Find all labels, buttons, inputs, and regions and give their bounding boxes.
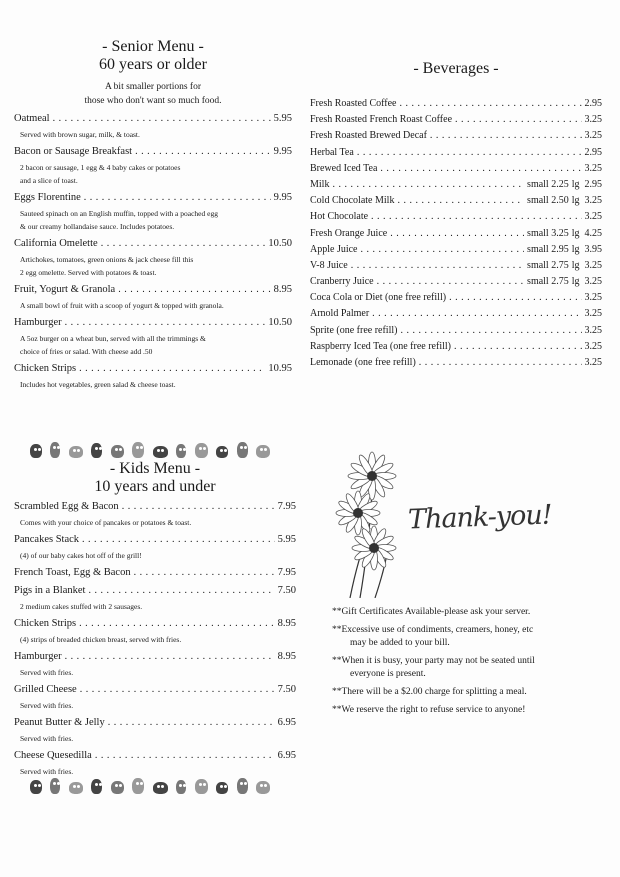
note-line: **We reserve the right to refuse service to anyone!	[332, 705, 526, 715]
critter-icon	[176, 780, 186, 794]
dot-leader	[65, 316, 266, 330]
menu-item-line	[14, 617, 296, 631]
beverage-price: 3.25	[584, 340, 602, 352]
kids-menu-subtitle: 10 years and under	[94, 478, 216, 495]
critter-icon	[69, 446, 83, 458]
critter-icon	[176, 444, 186, 458]
critter-border-bottom	[30, 772, 270, 794]
policy-note	[332, 655, 602, 681]
menu-item-line	[14, 683, 296, 697]
dot-leader	[122, 500, 275, 514]
note-line: **Excessive use of condiments, creamers, honey, etc	[332, 625, 534, 635]
item-description: Served with fries.	[20, 734, 74, 743]
critter-icon	[50, 442, 60, 458]
dot-leader	[80, 683, 275, 697]
item-description: 2 medium cakes stuffed with 2 sausages.	[20, 602, 143, 611]
beverage-name: Sprite (one free refill)	[310, 324, 398, 336]
kids-item-list	[14, 500, 296, 778]
dot-leader	[108, 716, 275, 730]
beverage-name: Apple Juice	[310, 243, 358, 255]
menu-item	[14, 145, 292, 187]
item-price: 7.50	[277, 585, 296, 596]
beverage-name: Fresh Orange Juice	[310, 227, 388, 239]
item-name: French Toast, Egg & Bacon	[14, 567, 131, 578]
beverage-large-price: lg 4.25	[571, 227, 602, 239]
menu-item-line	[14, 500, 296, 514]
beverage-name: Milk	[310, 178, 330, 190]
item-description: Served with fries.	[20, 767, 74, 776]
item-price: 8.95	[277, 618, 296, 629]
beverage-small-price: small 2.95	[527, 243, 569, 255]
beverage-item	[310, 226, 602, 242]
item-price: 10.95	[268, 363, 292, 374]
item-description: Artichokes, tomatoes, green onions & jack cheese fill this	[20, 255, 194, 264]
item-description: & our creamy hollandaise sauce. Includes potatoes.	[20, 222, 175, 231]
item-price: 10.50	[268, 317, 292, 328]
dot-leader	[53, 112, 271, 126]
note-line: **There will be a $2.00 charge for splitting a meal.	[332, 687, 527, 697]
dot-leader	[454, 339, 582, 355]
dot-leader	[65, 650, 275, 664]
menu-item	[14, 584, 296, 613]
beverage-name: Fresh Roasted French Roast Coffee	[310, 114, 453, 126]
beverage-line	[310, 355, 602, 371]
critter-icon	[111, 781, 124, 794]
item-name: Hamburger	[14, 651, 62, 662]
menu-item-line	[14, 566, 296, 580]
menu-item	[14, 716, 296, 745]
critter-icon	[132, 778, 144, 794]
beverage-line	[310, 226, 602, 242]
critter-icon	[91, 443, 102, 458]
menu-item-line	[14, 283, 292, 297]
item-name: Oatmeal	[14, 113, 50, 124]
menu-item-line	[14, 584, 296, 598]
beverage-item	[310, 112, 602, 128]
beverage-line	[310, 161, 602, 177]
critter-icon	[153, 446, 168, 458]
beverage-item	[310, 290, 602, 306]
beverage-small-price: small 2.50	[527, 195, 569, 207]
critter-icon	[195, 779, 208, 794]
beverage-name: Cranberry Juice	[310, 276, 374, 288]
dot-leader	[134, 566, 275, 580]
kids-menu	[14, 460, 296, 778]
beverage-line	[310, 145, 602, 161]
beverage-name: Fresh Roasted Coffee	[310, 98, 397, 109]
beverage-small-price: small 2.75	[527, 259, 569, 271]
critter-icon	[237, 778, 248, 794]
dot-leader	[332, 177, 524, 193]
beverage-line	[310, 242, 602, 258]
dot-leader	[430, 128, 582, 144]
beverage-line	[310, 112, 602, 128]
dot-leader	[361, 242, 525, 258]
beverage-price: 2.95	[584, 98, 602, 109]
kids-menu-title: - Kids Menu -	[109, 460, 201, 477]
beverage-line	[310, 209, 602, 225]
beverage-name: Raspberry Iced Tea (one free refill)	[310, 340, 451, 352]
note-line: **When it is busy, your party may not be seated until	[332, 656, 535, 666]
beverage-item	[310, 177, 602, 193]
menu-item	[14, 362, 292, 391]
beverage-line	[310, 306, 602, 322]
critter-icon	[91, 779, 102, 794]
beverage-small-price: small 2.25	[527, 178, 569, 190]
beverage-price: 3.25	[584, 114, 602, 126]
dot-leader	[390, 226, 524, 242]
dot-leader	[371, 209, 581, 225]
beverage-name: Arnold Palmer	[310, 308, 370, 320]
dot-leader	[397, 193, 524, 209]
item-price: 7.50	[277, 684, 296, 695]
beverage-item	[310, 323, 602, 339]
item-price: 5.95	[277, 534, 296, 545]
dot-leader	[351, 258, 524, 274]
item-price: 7.95	[277, 501, 296, 512]
dot-leader	[449, 290, 581, 306]
beverage-line	[310, 258, 602, 274]
senior-intro-1: A bit smaller portions for	[104, 82, 202, 92]
item-name: Bacon or Sausage Breakfast	[14, 146, 133, 157]
menu-item	[14, 533, 296, 562]
senior-intro-2: those who don't want so much food.	[84, 96, 222, 106]
menu-item	[14, 617, 296, 646]
critter-icon	[111, 445, 124, 458]
item-description: Includes hot vegetables, green salad & cheese toast.	[20, 380, 176, 389]
beverage-item	[310, 193, 602, 209]
dot-leader	[419, 355, 582, 371]
item-description: Served with fries.	[20, 668, 74, 677]
beverage-line	[310, 193, 602, 209]
senior-menu-title: - Senior Menu -	[102, 38, 204, 55]
dot-leader	[400, 323, 581, 339]
critter-icon	[153, 782, 168, 794]
item-description: (4) of our baby cakes hot off of the grill!	[20, 551, 142, 560]
beverage-price: 3.25	[584, 130, 602, 142]
note-line: **Gift Certificates Available-please ask your server.	[332, 607, 531, 617]
policy-notes	[332, 606, 602, 722]
senior-menu	[14, 38, 292, 391]
beverage-price: 3.25	[584, 292, 602, 304]
menu-item	[14, 683, 296, 712]
menu-item	[14, 112, 292, 141]
item-name: Peanut Butter & Jelly	[14, 717, 105, 728]
item-name: Eggs Florentine	[14, 192, 81, 203]
beverage-line	[310, 177, 602, 193]
menu-item-line	[14, 716, 296, 730]
beverage-price: 3.25	[584, 324, 602, 336]
menu-item	[14, 237, 292, 279]
policy-note	[332, 704, 602, 717]
beverage-line	[310, 128, 602, 144]
menu-item-line	[14, 749, 296, 763]
item-name: Fruit, Yogurt & Granola	[14, 284, 116, 295]
beverage-large-price: lg 3.25	[571, 276, 602, 288]
beverage-line	[310, 274, 602, 290]
critter-icon	[195, 443, 208, 458]
menu-item	[14, 650, 296, 679]
beverage-name: V-8 Juice	[310, 259, 348, 271]
critter-icon	[216, 782, 228, 794]
dot-leader	[357, 145, 582, 161]
menu-item-line	[14, 362, 292, 376]
menu-item-line	[14, 533, 296, 547]
beverage-item	[310, 145, 602, 161]
item-price: 5.95	[273, 113, 292, 124]
item-description: Comes with your choice of pancakes or potatoes & toast.	[20, 518, 192, 527]
item-description: Served with fries.	[20, 701, 74, 710]
beverage-large-price: lg 3.25	[571, 195, 602, 207]
beverages-menu	[310, 60, 602, 371]
menu-item-line	[14, 145, 292, 159]
beverage-item	[310, 96, 602, 112]
item-name: Scrambled Egg & Bacon	[14, 501, 119, 512]
beverage-name: Herbal Tea	[310, 146, 354, 158]
item-description: Served with brown sugar, milk, & toast.	[20, 130, 140, 139]
dot-leader	[455, 112, 581, 128]
note-line-continued: everyone is present.	[350, 669, 426, 679]
menu-item-line	[14, 237, 292, 251]
senior-menu-subtitle: 60 years or older	[99, 56, 207, 73]
menu-item	[14, 566, 296, 580]
beverages-title: - Beverages -	[413, 60, 499, 77]
item-description: choice of fries or salad. With cheese add .50	[20, 347, 153, 356]
dot-leader	[118, 283, 270, 297]
item-description: A 5oz burger on a wheat bun, served with all the trimmings &	[20, 334, 206, 343]
menu-item	[14, 191, 292, 233]
item-name: Hamburger	[14, 317, 62, 328]
beverage-name: Coca Cola or Diet (one free refill)	[310, 292, 447, 304]
senior-item-list	[14, 112, 292, 391]
policy-note	[332, 624, 602, 650]
item-name: Grilled Cheese	[14, 684, 77, 695]
beverage-price: 2.95	[584, 146, 602, 158]
item-name: Pancakes Stack	[14, 534, 80, 545]
note-line-continued: may be added to your bill.	[350, 638, 450, 648]
beverage-large-price: lg 2.95	[571, 178, 602, 190]
item-name: Chicken Strips	[14, 618, 77, 629]
item-description: 2 egg omelette. Served with potatoes & toast.	[20, 268, 157, 277]
item-name: Pigs in a Blanket	[14, 585, 86, 596]
beverage-price: 3.25	[584, 308, 602, 320]
menu-item-line	[14, 650, 296, 664]
item-price: 8.95	[273, 284, 292, 295]
item-description: A small bowl of fruit with a scoop of yogurt & topped with granola.	[20, 301, 224, 310]
dot-leader	[135, 145, 271, 159]
beverage-name: Fresh Roasted Brewed Decaf	[310, 130, 427, 142]
menu-item	[14, 283, 292, 312]
policy-note	[332, 686, 602, 699]
menu-item	[14, 500, 296, 529]
item-price: 8.95	[277, 651, 296, 662]
item-name: California Omelette	[14, 238, 98, 249]
item-description: 2 bacon or sausage, 1 egg & 4 baby cakes or potatoes	[20, 163, 181, 172]
dot-leader	[380, 161, 581, 177]
beverage-name: Cold Chocolate Milk	[310, 195, 395, 207]
beverage-price: 3.25	[584, 357, 602, 368]
critter-icon	[216, 446, 228, 458]
beverage-item	[310, 209, 602, 225]
beverage-name: Hot Chocolate	[310, 211, 369, 223]
beverage-large-price: lg 3.25	[571, 259, 602, 271]
menu-item	[14, 316, 292, 358]
beverage-name: Lemonade (one free refill)	[310, 357, 416, 368]
item-description: and a slice of toast.	[20, 176, 78, 185]
critter-icon	[69, 782, 83, 794]
critter-icon	[237, 442, 248, 458]
beverage-list	[310, 96, 602, 371]
beverage-small-price: small 2.75	[527, 276, 569, 288]
critter-border-top	[30, 436, 270, 458]
beverage-item	[310, 306, 602, 322]
dot-leader	[82, 533, 275, 547]
dot-leader	[95, 749, 275, 763]
beverage-item	[310, 339, 602, 355]
beverage-item	[310, 128, 602, 144]
thank-you-script: Thank-you!	[407, 499, 553, 536]
policy-note	[332, 606, 602, 619]
beverage-line	[310, 96, 602, 112]
item-description: (4) strips of breaded chicken breast, served with fries.	[20, 635, 182, 644]
beverage-small-price: small 3.25	[527, 227, 569, 239]
beverage-name: Brewed Iced Tea	[310, 162, 378, 174]
beverage-line	[310, 323, 602, 339]
dot-leader	[79, 617, 275, 631]
beverage-item	[310, 242, 602, 258]
beverage-item	[310, 258, 602, 274]
dot-leader	[101, 237, 266, 251]
beverage-price: 3.25	[584, 162, 602, 174]
critter-icon	[256, 781, 270, 794]
menu-item-line	[14, 191, 292, 205]
item-name: Chicken Strips	[14, 363, 77, 374]
beverage-item	[310, 355, 602, 371]
menu-item-line	[14, 112, 292, 126]
critter-icon	[132, 442, 144, 458]
dot-leader	[399, 96, 581, 112]
beverage-price: 3.25	[584, 211, 602, 223]
item-description: Sauteed spinach on an English muffin, topped with a poached egg	[20, 209, 218, 218]
beverage-item	[310, 274, 602, 290]
item-price: 7.95	[277, 567, 296, 578]
item-name: Cheese Quesedilla	[14, 750, 92, 761]
critter-icon	[256, 445, 270, 458]
critter-icon	[50, 778, 60, 794]
item-price: 10.50	[268, 238, 292, 249]
menu-item-line	[14, 316, 292, 330]
dot-leader	[372, 306, 581, 322]
beverage-line	[310, 339, 602, 355]
item-price: 6.95	[277, 717, 296, 728]
item-price: 6.95	[277, 750, 296, 761]
item-price: 9.95	[273, 146, 292, 157]
beverage-item	[310, 161, 602, 177]
item-price: 9.95	[273, 192, 292, 203]
dot-leader	[377, 274, 524, 290]
critter-icon	[30, 780, 42, 794]
dot-leader	[84, 191, 271, 205]
critter-icon	[30, 444, 42, 458]
beverage-line	[310, 290, 602, 306]
beverage-large-price: lg 3.95	[571, 243, 602, 255]
dot-leader	[79, 362, 265, 376]
dot-leader	[88, 584, 274, 598]
